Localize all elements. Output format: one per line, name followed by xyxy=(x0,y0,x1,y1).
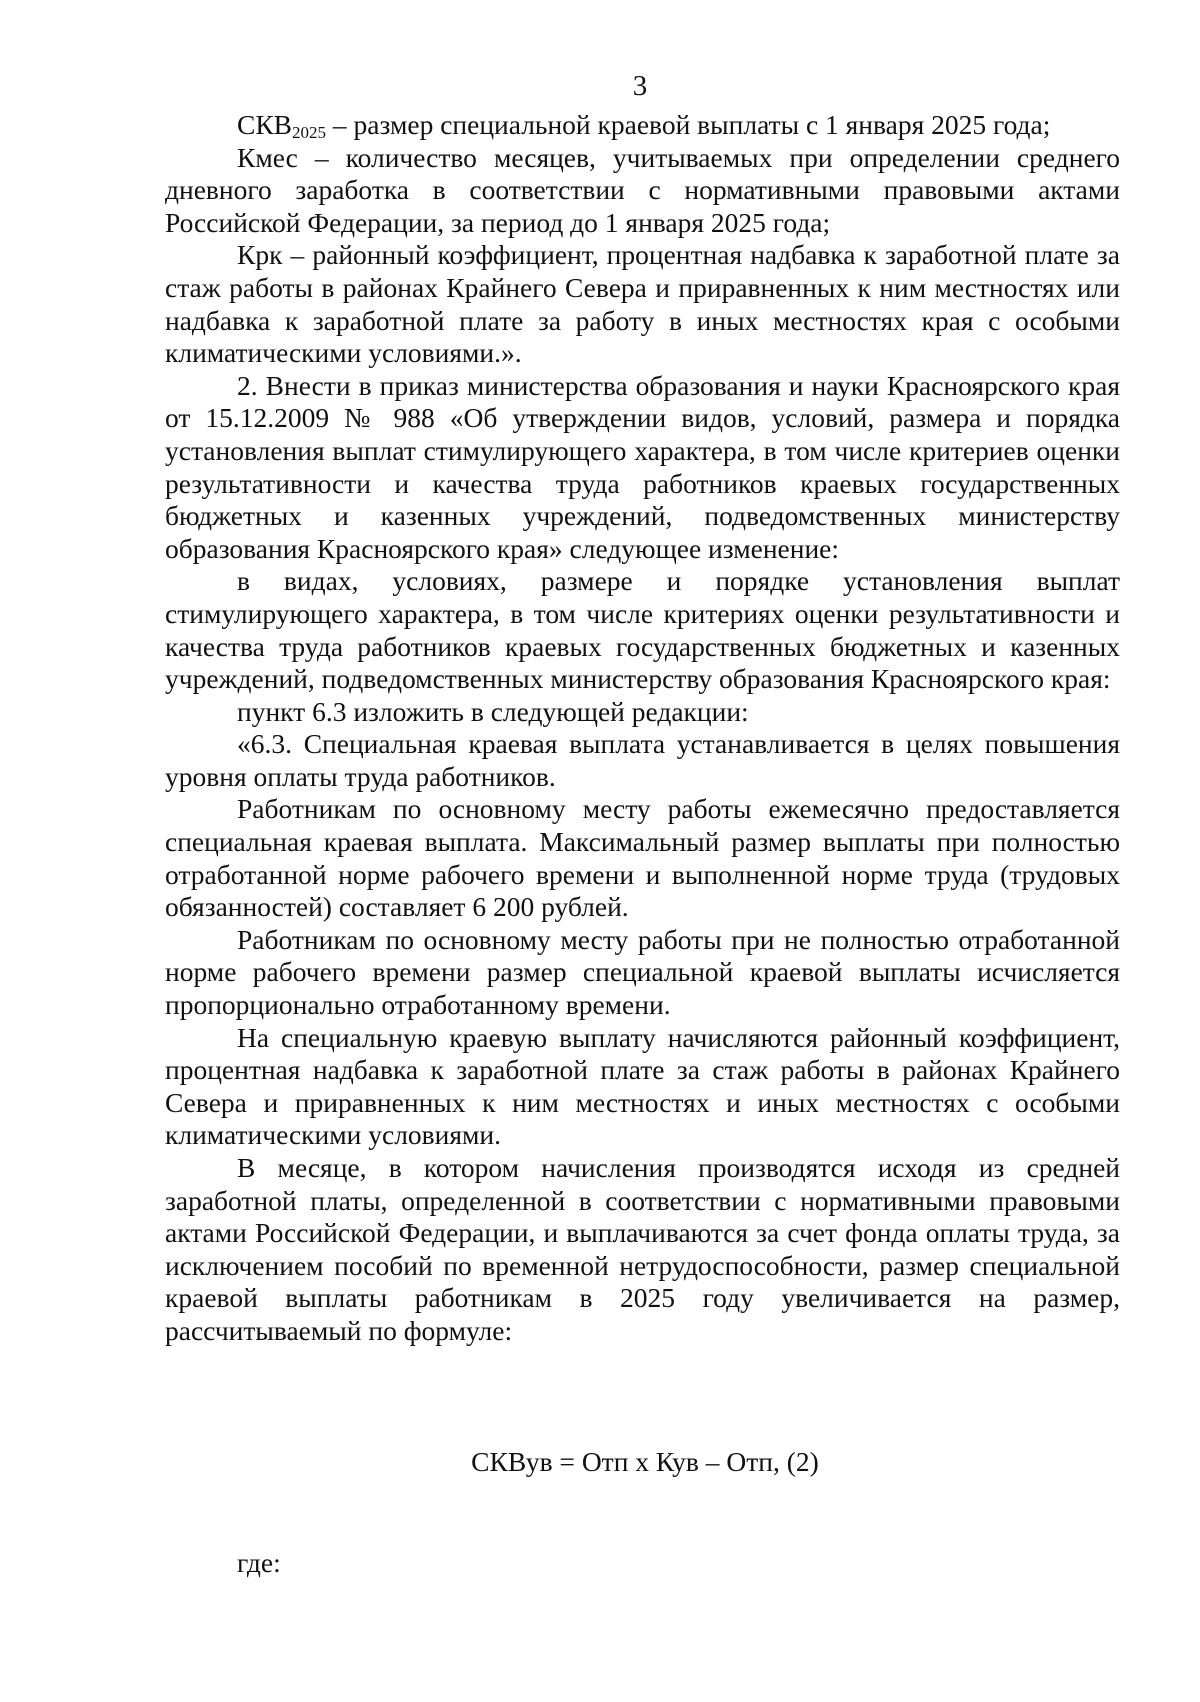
document-body xyxy=(165,109,1120,1348)
paragraph-skv-2025-definition xyxy=(165,109,1120,142)
formula-2: СКВув = Отп х Кув – Отп, (2) xyxy=(471,1446,819,1477)
paragraph-point-6-3: «6.3. Специальная краевая выплата устанавливается в целях повышения уровня оплаты труда работников. xyxy=(165,728,1120,792)
paragraph-item-2: 2. Внести в приказ министерства образования и науки Красноярского края от 15.12.2009 № 988 «Об утверждении видов, условий, размера и порядка установления выплат стимулирующего характера, в том числе критериев оценки результативности и качества труда работников краевых государственных бюджетных и казенных учреждений, подведомственных министерству образования Красноярского края» следующее изменение: xyxy=(165,369,1120,564)
skv-definition-text: – размер специальной краевой выплаты с 1 января 2025 года; xyxy=(326,109,1051,140)
paragraph-kmes-definition: Кмес – количество месяцев, учитываемых при определении среднего дневного заработка в соответствии с нормативными правовыми актами Российской Федерации, за период до 1 января 2025 года; xyxy=(165,141,1120,238)
page-number: 3 xyxy=(632,70,648,102)
paragraph-regional-coefficient: На специальную краевую выплату начисляются районный коэффициент, процентная надбавка к заработной плате за стаж работы в районах Крайнего Севера и приравненных к ним местностях и иных местностях с особыми климатическими условиями. xyxy=(165,1021,1120,1151)
where-label: где: xyxy=(237,1547,281,1578)
paragraph-increase-rule: В месяце, в котором начисления производятся исходя из средней заработной платы, определенной в соответствии с нормативными правовыми актами Российской Федерации, и выплачиваются за счет фонда оплаты труда, за исключением пособий по временной нетрудоспособности, размер специальной краевой выплаты работникам в 2025 году увеличивается на размер, рассчитываемый по формуле: xyxy=(165,1152,1120,1346)
paragraph-proportional-payment: Работникам по основному месту работы при не полностью отработанной норме рабочего времени размер специальной краевой выплаты исчисляется пропорционально отработанному времени. xyxy=(165,923,1120,1021)
paragraph-point-6-3-intro: пункт 6.3 изложить в следующей редакции: xyxy=(237,695,749,727)
paragraph-max-payment: Работникам по основному месту работы ежемесячно предоставляется специальная краевая выплата. Максимальный размер выплаты при полностью отработанной норме рабочего времени и выполненной норме труда (трудовых обязанностей) составляет 6 200 рублей. xyxy=(165,793,1120,923)
skv-subscript: 2025 xyxy=(292,123,327,142)
skv-symbol: СКВ xyxy=(237,109,293,140)
paragraph-amendment-scope: в видах, условиях, размере и порядке установления выплат стимулирующего характера, в том числе критериях оценки результативности и качества труда работников краевых государственных бюджетных и казенных учреждений, подведомственных министерству образования Красноярского края: xyxy=(165,565,1120,695)
paragraph-krk-definition: Крк – районный коэффициент, процентная надбавка к заработной плате за стаж работы в районах Крайнего Севера и приравненных к ним местностях или надбавка к заработной плате за работу в иных местностях края с особыми климатическими условиями.». xyxy=(165,239,1120,369)
